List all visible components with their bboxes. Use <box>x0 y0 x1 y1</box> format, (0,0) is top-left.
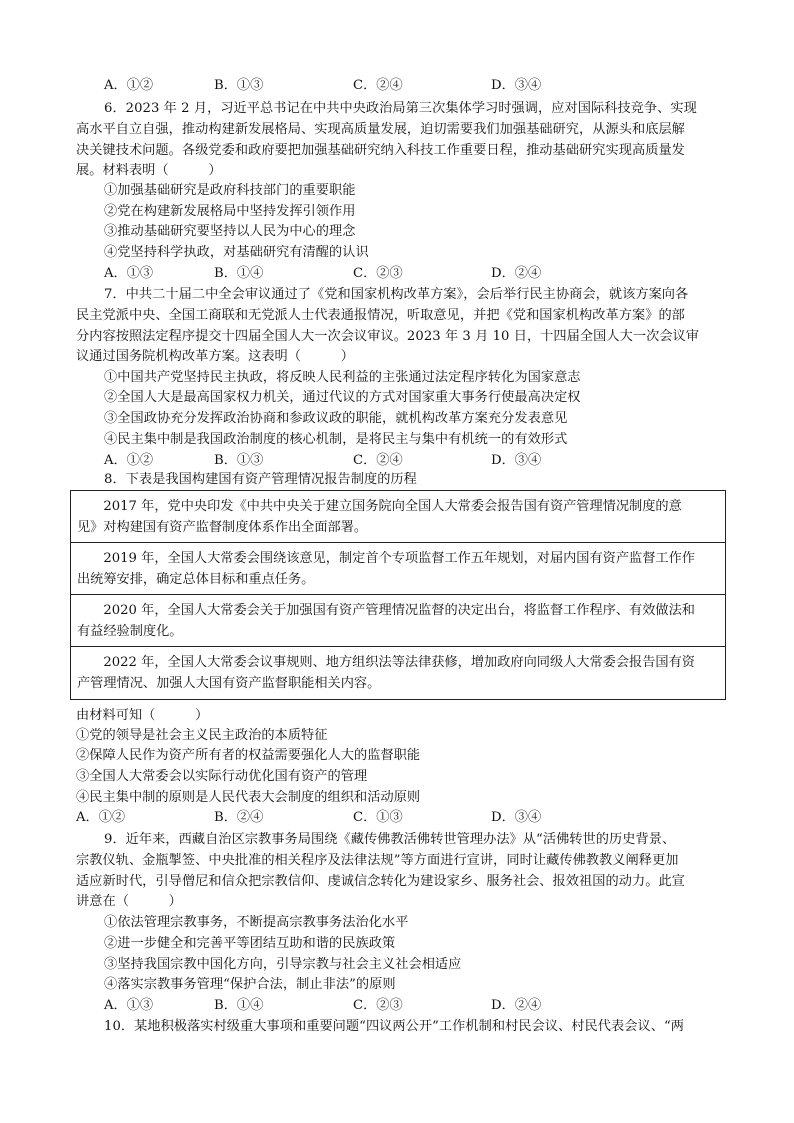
q6-option-b[interactable]: B．①④ <box>214 266 264 281</box>
q8-option-c[interactable]: C．①③ <box>353 810 403 825</box>
q7-option-a[interactable]: A．①② <box>104 453 154 468</box>
q9-stem-line: 讲意在（ ） <box>76 894 182 909</box>
table-cell-line: 出统筹安排，确定总体目标和重点任务。 <box>77 572 315 587</box>
q6-item: ③推动基础研究要坚持以人民为中心的理念 <box>104 224 356 239</box>
q6-stem-line: 高水平自立自强，推动构建新发展格局、实现高质量发展，迫切需要我们加强基础研究，从源头和底层解 <box>76 122 685 137</box>
q9-stem-line: 宗教仪轨、金瓶掣签、中央批准的相关程序及法律法规”等方面进行宣讲，同时让藏传佛教教义阐释更加 <box>76 853 679 868</box>
q7-stem-line: 议通过国务院机构改革方案。这表明（ ） <box>76 349 354 364</box>
q9-option-a[interactable]: A．①③ <box>104 998 154 1013</box>
q9-item: ①依法管理宗教事务，不断提高宗教事务法治化水平 <box>104 915 409 930</box>
q8-option-a[interactable]: A．①② <box>76 810 126 825</box>
q8-table <box>70 490 726 700</box>
table-row <box>71 491 725 543</box>
q5-option-d[interactable]: D．③④ <box>491 78 542 93</box>
q9-item: ③坚持我国宗教中国化方向，引导宗教与社会主义社会相适应 <box>104 957 462 972</box>
table-row <box>71 595 725 647</box>
q7-option-c[interactable]: C．②④ <box>353 453 403 468</box>
q9-item: ④落实宗教事务管理“保护合法，制止非法”的原则 <box>104 977 396 992</box>
q9-option-c[interactable]: C．②③ <box>353 998 403 1013</box>
table-cell-line: 有益经验制度化。 <box>77 624 183 639</box>
q7-item: ①中国共产党坚持民主执政，将反映人民利益的主张通过法定程序转化为国家意志 <box>104 370 581 385</box>
table-cell-line: 见》对构建国有资产监督制度体系作出全面部署。 <box>77 520 368 535</box>
table-cell-line: 2020 年，全国人大常委会关于加强国有资产管理情况监督的决定出台，将监督工作程序、有效做法和 <box>77 603 695 618</box>
q9-stem-line: 适应新时代，引导僧尼和信众把宗教信仰、虔诚信念转化为建设家乡、服务社会、报效祖国的动力。此宣 <box>76 874 685 889</box>
q6-option-d[interactable]: D．②④ <box>491 266 542 281</box>
table-row <box>71 543 725 595</box>
q6-stem-line: 决关键技术问题。各级党委和政府要把加强基础研究纳入科技工作重要日程，推动基础研究实现高质量发 <box>76 143 685 158</box>
q6-option-a[interactable]: A．①③ <box>104 266 154 281</box>
q7-stem-line: 分内容按照法定程序提交十四届全国人大一次会议审议。2023 年 3 月 10 日，十四届全国人大一次会议审 <box>76 329 700 344</box>
table-cell-line: 2017 年，党中央印发《中共中央关于建立国务院向全国人大常委会报告国有资产管理情况制度的意 <box>77 499 682 514</box>
q7-stem-line: 7．中共二十届二中全会审议通过了《党和国家机构改革方案》，会后举行民主协商会，就该方案向各 <box>104 287 689 302</box>
q8-item: ①党的领导是社会主义民主政治的本质特征 <box>76 728 328 743</box>
q9-stem-line: 9．近年来，西藏自治区宗教事务局围绕《藏传佛教活佛转世管理办法》从“活佛转世的历史背景、 <box>104 832 676 847</box>
q8-item: ③全国人大常委会以实际行动优化国有资产的管理 <box>76 769 368 784</box>
q7-option-d[interactable]: D．③④ <box>491 453 542 468</box>
q7-item: ②全国人大是最高国家权力机关，通过代议的方式对国家重大事务行使最高决定权 <box>104 390 581 405</box>
q8-option-b[interactable]: B．②④ <box>214 810 264 825</box>
q5-option-c[interactable]: C．②④ <box>353 78 403 93</box>
q8-intro: 8．下表是我国构建国有资产管理情况报告制度的历程 <box>104 472 417 487</box>
table-cell-line: 2022 年，全国人大常委会议事规则、地方组织法等法律获修，增加政府向同级人大常委会报告国有资 <box>77 655 695 670</box>
q7-option-b[interactable]: B．①③ <box>214 453 264 468</box>
q5-option-a[interactable]: A．①② <box>104 78 154 93</box>
q8-question: 由材料可知（ ） <box>76 708 209 723</box>
q10-stem-line: 10．某地积极落实村级重大事项和重要问题“四议两公开”工作机制和村民会议、村民代表会议、“两 <box>104 1019 684 1034</box>
q9-option-d[interactable]: D．②④ <box>491 998 542 1013</box>
q7-item: ④民主集中制是我国政治制度的核心机制，是将民主与集中有机统一的有效形式 <box>104 432 568 447</box>
q9-item: ②进一步健全和完善平等团结互助和谐的民族政策 <box>104 936 396 951</box>
q6-item: ④党坚持科学执政，对基础研究有清醒的认识 <box>104 245 369 260</box>
q8-option-d[interactable]: D．③④ <box>491 810 542 825</box>
q8-item: ②保障人民作为资产所有者的权益需要强化人大的监督职能 <box>76 748 421 763</box>
table-cell-line: 产管理情况、加强人大国有资产监督职能相关内容。 <box>77 676 381 691</box>
q6-stem-line: 展。材料表明（ ） <box>76 163 222 178</box>
q9-option-b[interactable]: B．①④ <box>214 998 264 1013</box>
q8-item: ④民主集中制的原则是人民代表大会制度的组织和活动原则 <box>76 790 421 805</box>
table-row <box>71 647 725 699</box>
q5-option-b[interactable]: B．①③ <box>214 78 264 93</box>
table-cell-line: 2019 年，全国人大常委会围绕该意见，制定首个专项监督工作五年规划，对届内国有资产监督工作作 <box>77 551 695 566</box>
q6-item: ①加强基础研究是政府科技部门的重要职能 <box>104 183 356 198</box>
q6-item: ②党在构建新发展格局中坚持发挥引领作用 <box>104 204 356 219</box>
q7-stem-line: 民主党派中央、全国工商联和无党派人士代表通报情况，听取意见，并把《党和国家机构改革方案》的部 <box>76 308 685 323</box>
q7-item: ③全国政协充分发挥政治协商和参政议政的职能，就机构改革方案充分发表意见 <box>104 411 568 426</box>
q6-stem-line: 6．2023 年 2 月，习近平总书记在中共中央政治局第三次集体学习时强调，应对国际科技竞争、实现 <box>104 101 697 116</box>
q6-option-c[interactable]: C．②③ <box>353 266 403 281</box>
